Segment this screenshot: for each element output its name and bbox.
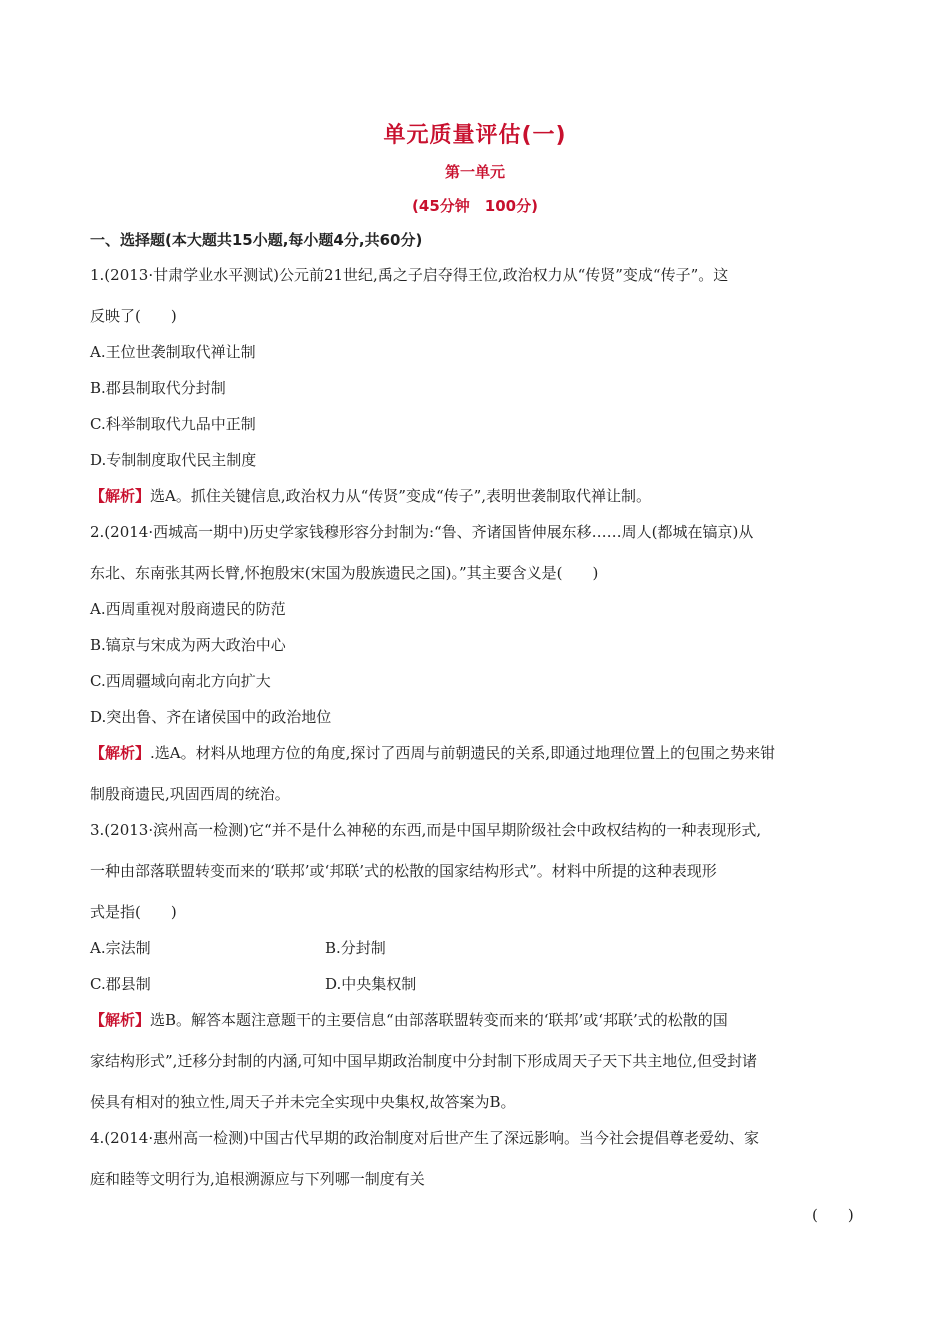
q2-option-c: C.西周疆域向南北方向扩大 (90, 672, 271, 690)
q2-option-b: B.镐京与宋成为两大政治中心 (90, 636, 286, 654)
q4-stem-line-2: 庭和睦等文明行为,追根溯源应与下列哪一制度有关 (90, 1170, 425, 1188)
q1-stem-line-1: 1.(2013·甘肃学业水平测试)公元前21世纪,禹之子启夺得王位,政治权力从“传贤”变成“传子”。这 (90, 266, 729, 284)
q4-answer-blank: ( ) (812, 1206, 854, 1224)
time-score-note: (45分钟 100分) (412, 197, 538, 215)
q1-stem-line-2: 反映了( ) (90, 307, 177, 325)
q2-stem-line-1: 2.(2014·西城高一期中)历史学家钱穆形容分封制为:“鲁、齐诸国皆伸展东移……周人(都城在镐京)从 (90, 523, 754, 541)
q1-analysis-text: 选A。抓住关键信息,政治权力从“传贤”变成“传子”,表明世袭制取代禅让制。 (150, 487, 652, 505)
q3-analysis-line-3: 侯具有相对的独立性,周天子并未完全实现中央集权,故答案为B。 (90, 1093, 516, 1111)
q3-analysis-line-2: 家结构形式”,迁移分封制的内涵,可知中国早期政治制度中分封制下形成周天子天下共主地位,但受封诸 (90, 1052, 757, 1070)
section-heading: 一、选择题(本大题共15小题,每小题4分,共60分) (90, 231, 423, 249)
q3-stem-line-1: 3.(2013·滨州高一检测)它“并不是什么神秘的东西,而是中国早期阶级社会中政权结构的一种表现形式, (90, 821, 762, 839)
q2-option-a: A.西周重视对殷商遗民的防范 (90, 600, 286, 618)
q3-analysis-line-1 (90, 1009, 728, 1030)
q2-analysis-text: .选A。材料从地理方位的角度,探讨了西周与前朝遗民的关系,即通过地理位置上的包围之势来钳 (150, 744, 776, 762)
page-title: 单元质量评估(一) (383, 123, 567, 148)
q3-option-c: C.郡县制 (90, 975, 151, 993)
q3-option-a: A.宗法制 (90, 939, 151, 957)
unit-subtitle: 第一单元 (444, 163, 505, 181)
q3-stem-line-3: 式是指( ) (90, 903, 177, 921)
q1-option-c: C.科举制取代九品中正制 (90, 415, 256, 433)
q3-analysis-text: 选B。解答本题注意题干的主要信息“由部落联盟转变而来的‘联邦’或‘邦联’式的松散的国 (150, 1011, 728, 1029)
q4-stem-line-1: 4.(2014·惠州高一检测)中国古代早期的政治制度对后世产生了深远影响。当今社会提倡尊老爱幼、家 (90, 1129, 759, 1147)
analysis-tag: 【解析】 (90, 1011, 151, 1029)
q2-analysis-line-2: 制殷商遗民,巩固西周的统治。 (90, 785, 290, 803)
q3-stem-line-2: 一种由部落联盟转变而来的‘联邦’或‘邦联’式的松散的国家结构形式”。材料中所提的这种表现形 (90, 862, 717, 880)
q1-option-a: A.王位世袭制取代禅让制 (90, 343, 256, 361)
q3-option-b: B.分封制 (325, 939, 386, 957)
q1-option-b: B.郡县制取代分封制 (90, 379, 226, 397)
q1-option-d: D.专制制度取代民主制度 (90, 451, 257, 469)
q2-option-d: D.突出鲁、齐在诸侯国中的政治地位 (90, 708, 332, 726)
q3-option-d: D.中央集权制 (325, 975, 417, 993)
q2-analysis-line-1 (90, 742, 775, 763)
analysis-tag: 【解析】 (90, 487, 151, 505)
analysis-tag: 【解析】 (90, 744, 151, 762)
q2-stem-line-2: 东北、东南张其两长臂,怀抱殷宋(宋国为殷族遗民之国)。”其主要含义是( ) (90, 564, 599, 582)
q1-analysis (90, 485, 651, 506)
